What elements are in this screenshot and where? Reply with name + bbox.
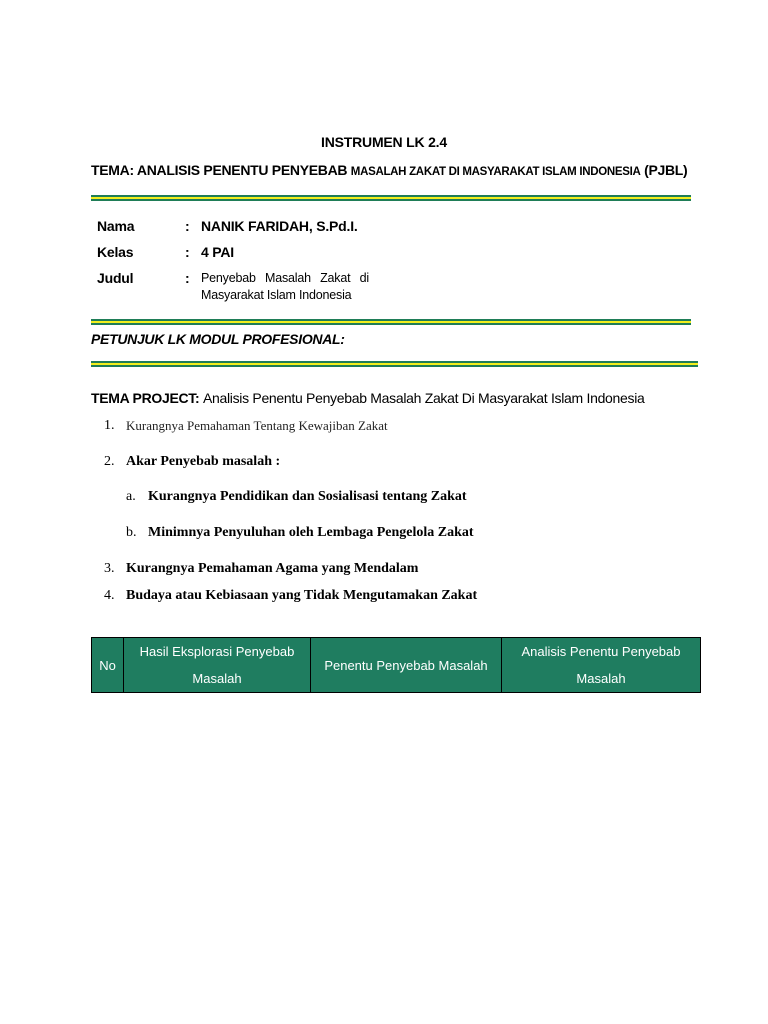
list-text: Kurangnya Pendidikan dan Sosialisasi tentang Zakat (148, 489, 467, 504)
list-number: 4. (104, 588, 115, 603)
table-header-cell: No (92, 638, 124, 693)
tema-smallcaps: MASALAH ZAKAT DI MASYARAKAT ISLAM INDONESIA (350, 166, 641, 178)
petunjuk-heading: PETUNJUK LK MODUL PROFESIONAL: (91, 331, 345, 347)
info-label: Judul (97, 270, 134, 286)
document-title: INSTRUMEN LK 2.4 (321, 134, 447, 150)
list-letter: b. (126, 525, 137, 540)
info-colon: : (185, 270, 190, 286)
info-colon: : (185, 218, 190, 234)
tema-suffix: (PJBL) (644, 162, 688, 178)
table-header-cell: Hasil Eksplorasi Penyebab Masalah (124, 638, 311, 693)
table-header-cell: Penentu Penyebab Masalah (311, 638, 502, 693)
tema-heading (91, 162, 711, 178)
info-value: Penyebab Masalah Zakat di Masyarakat Islam Indonesia (201, 271, 369, 302)
list-text: Minimnya Penyuluhan oleh Lembaga Pengelola Zakat (148, 525, 474, 540)
list-number: 3. (104, 561, 115, 576)
analysis-table (91, 637, 701, 693)
tema-project-label: TEMA PROJECT: (91, 390, 200, 406)
divider-stripe (91, 361, 698, 367)
tema-project-heading (91, 390, 645, 406)
list-letter: a. (126, 489, 136, 504)
list-text: Budaya atau Kebiasaan yang Tidak Mengutamakan Zakat (126, 588, 478, 603)
list-number: 2. (104, 454, 115, 469)
tema-prefix: TEMA: ANALISIS PENENTU PENYEBAB (91, 162, 348, 178)
table-header-cell: Analisis Penentu Penyebab Masalah (502, 638, 701, 693)
info-value: 4 PAI (201, 244, 234, 260)
info-label: Kelas (97, 244, 134, 260)
divider-stripe (91, 195, 691, 201)
table-header-row (92, 638, 701, 693)
tema-project-text: Analisis Penentu Penyebab Masalah Zakat Di Masyarakat Islam Indonesia (202, 390, 645, 406)
list-text: Kurangnya Pemahaman Agama yang Mendalam (126, 561, 419, 576)
list-text: Kurangnya Pemahaman Tentang Kewajiban Zakat (126, 418, 388, 433)
info-label: Nama (97, 218, 135, 234)
info-colon: : (185, 244, 190, 260)
list-number: 1. (104, 418, 115, 433)
info-value: NANIK FARIDAH, S.Pd.I. (201, 218, 358, 234)
divider-stripe (91, 319, 691, 325)
list-text: Akar Penyebab masalah : (126, 454, 281, 469)
